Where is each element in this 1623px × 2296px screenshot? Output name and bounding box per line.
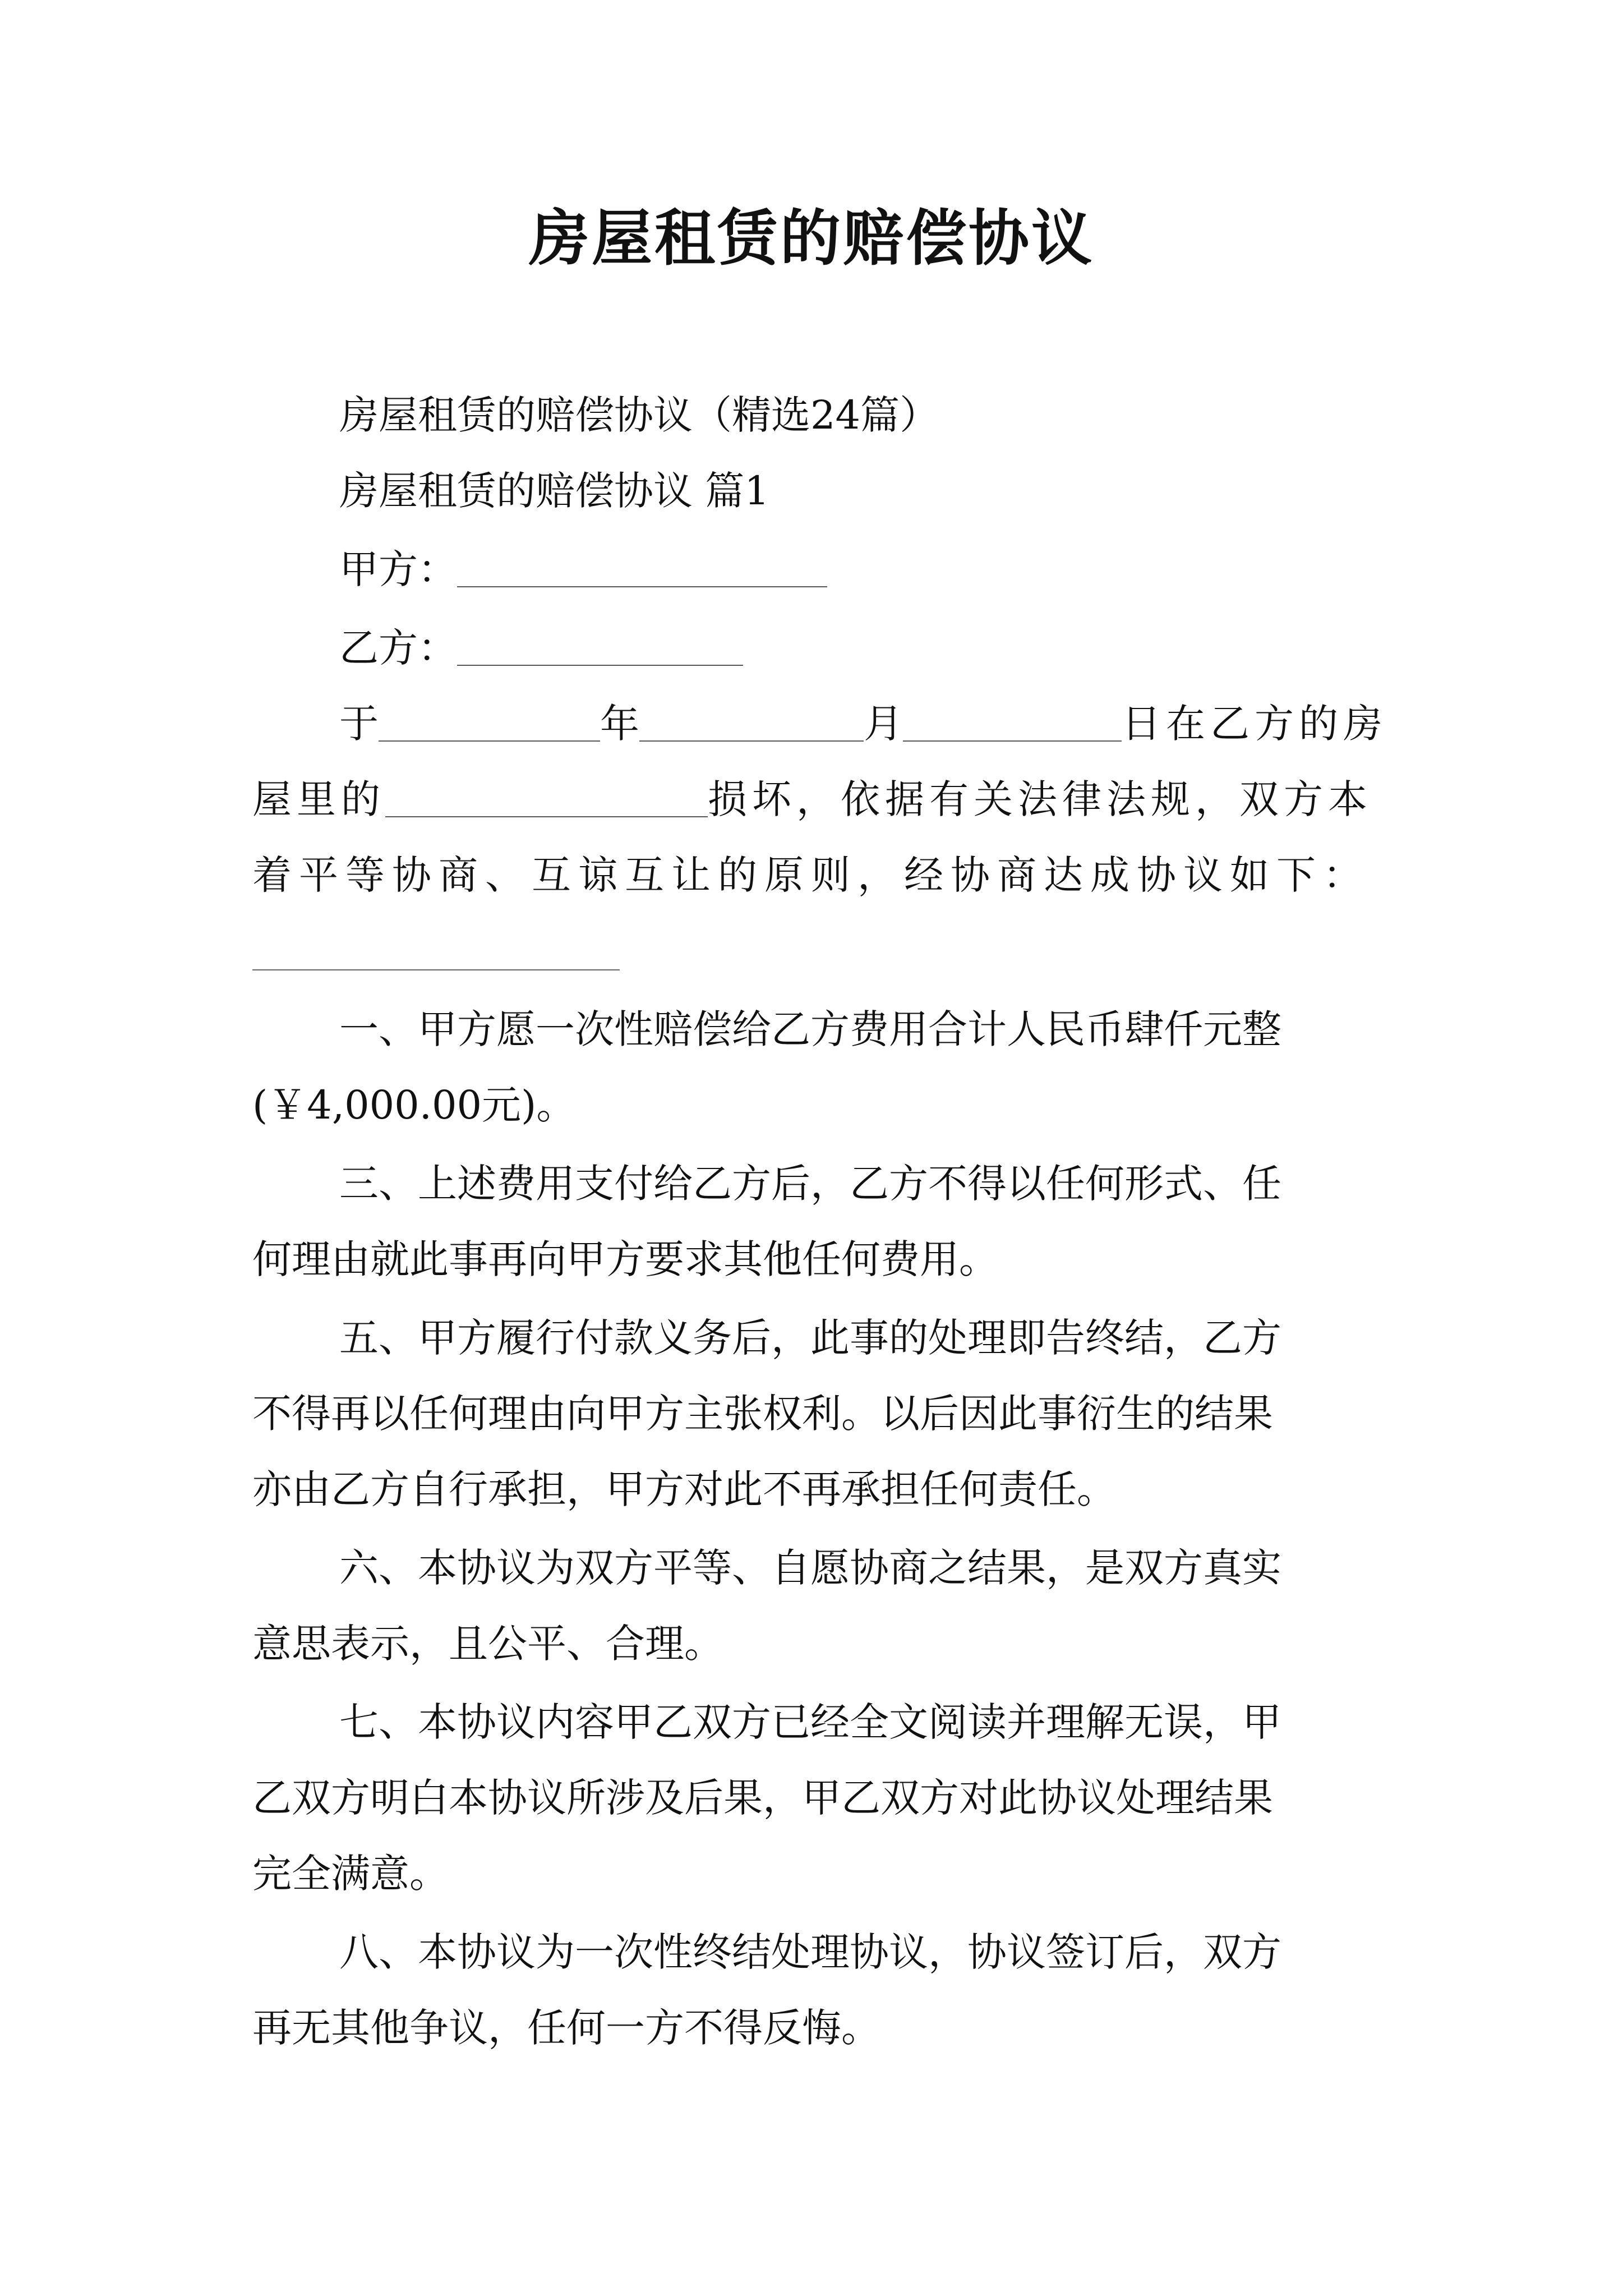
collection-heading: 房屋租赁的赔偿协议（精选24篇） — [339, 392, 939, 438]
intro-line-3: 着平等协商、互谅互让的原则，经协商达成协议如下： — [252, 852, 1370, 898]
clause-5-line-2: 不得再以任何理由向甲方主张权利。以后因此事衍生的结果 — [252, 1391, 1273, 1437]
year-blank[interactable] — [379, 701, 600, 742]
intro-text-month: 月 — [864, 701, 903, 747]
clause-6-line-2: 意思表示，且公平、合理。 — [252, 1621, 723, 1667]
party-b-blank[interactable] — [457, 625, 743, 666]
separator-line — [252, 969, 620, 970]
clause-5-line-3: 亦由乙方自行承担，甲方对此不再承担任何责任。 — [252, 1466, 1116, 1512]
clause-3-line-1: 三、上述费用支付给乙方后，乙方不得以任何形式、任 — [339, 1161, 1281, 1207]
intro-line-2 — [252, 771, 1391, 827]
intro-text-day: 日在乙方的房 — [1122, 701, 1387, 747]
intro-text-on: 于 — [339, 701, 379, 747]
day-blank[interactable] — [903, 701, 1122, 742]
clause-7-line-1: 七、本协议内容甲乙双方已经全文阅读并理解无误，甲 — [339, 1699, 1281, 1745]
clause-3-line-2: 何理由就此事再向甲方要求其他任何费用。 — [252, 1236, 998, 1282]
party-b-label: 乙方： — [339, 625, 457, 671]
party-a-label: 甲方： — [339, 546, 457, 592]
clause-5-line-1: 五、甲方履行付款义务后，此事的处理即告终结，乙方 — [339, 1315, 1281, 1361]
party-b-line — [339, 620, 1391, 676]
intro-text-damage: 损坏，依据有关法律法规，双方本 — [708, 776, 1372, 822]
clause-7-line-3: 完全满意。 — [252, 1851, 449, 1897]
intro-line-1 — [339, 696, 1391, 752]
chapter-heading: 房屋租赁的赔偿协议 篇1 — [339, 468, 769, 514]
clause-1-line-1: 一、甲方愿一次性赔偿给乙方费用合计人民币肆仟元整 — [339, 1006, 1281, 1052]
clause-6-line-1: 六、本协议为双方平等、自愿协商之结果，是双方真实 — [339, 1545, 1281, 1591]
month-blank[interactable] — [639, 701, 864, 742]
damage-blank[interactable] — [385, 777, 708, 817]
clause-1-line-2: (￥4,000.00元)。 — [252, 1082, 576, 1128]
clause-7-line-2: 乙双方明白本协议所涉及后果，甲乙双方对此协议处理结果 — [252, 1775, 1273, 1821]
document-title: 房屋租赁的赔偿协议 — [528, 203, 1094, 274]
clause-8-line-1: 八、本协议为一次性终结处理协议，协议签订后，双方 — [339, 1929, 1281, 1975]
party-a-line — [339, 541, 1391, 597]
intro-text-year: 年 — [600, 701, 639, 747]
clause-8-line-2: 再无其他争议，任何一方不得反悔。 — [252, 2005, 880, 2051]
party-a-blank[interactable] — [457, 547, 827, 587]
intro-text-house: 屋里的 — [252, 776, 385, 822]
